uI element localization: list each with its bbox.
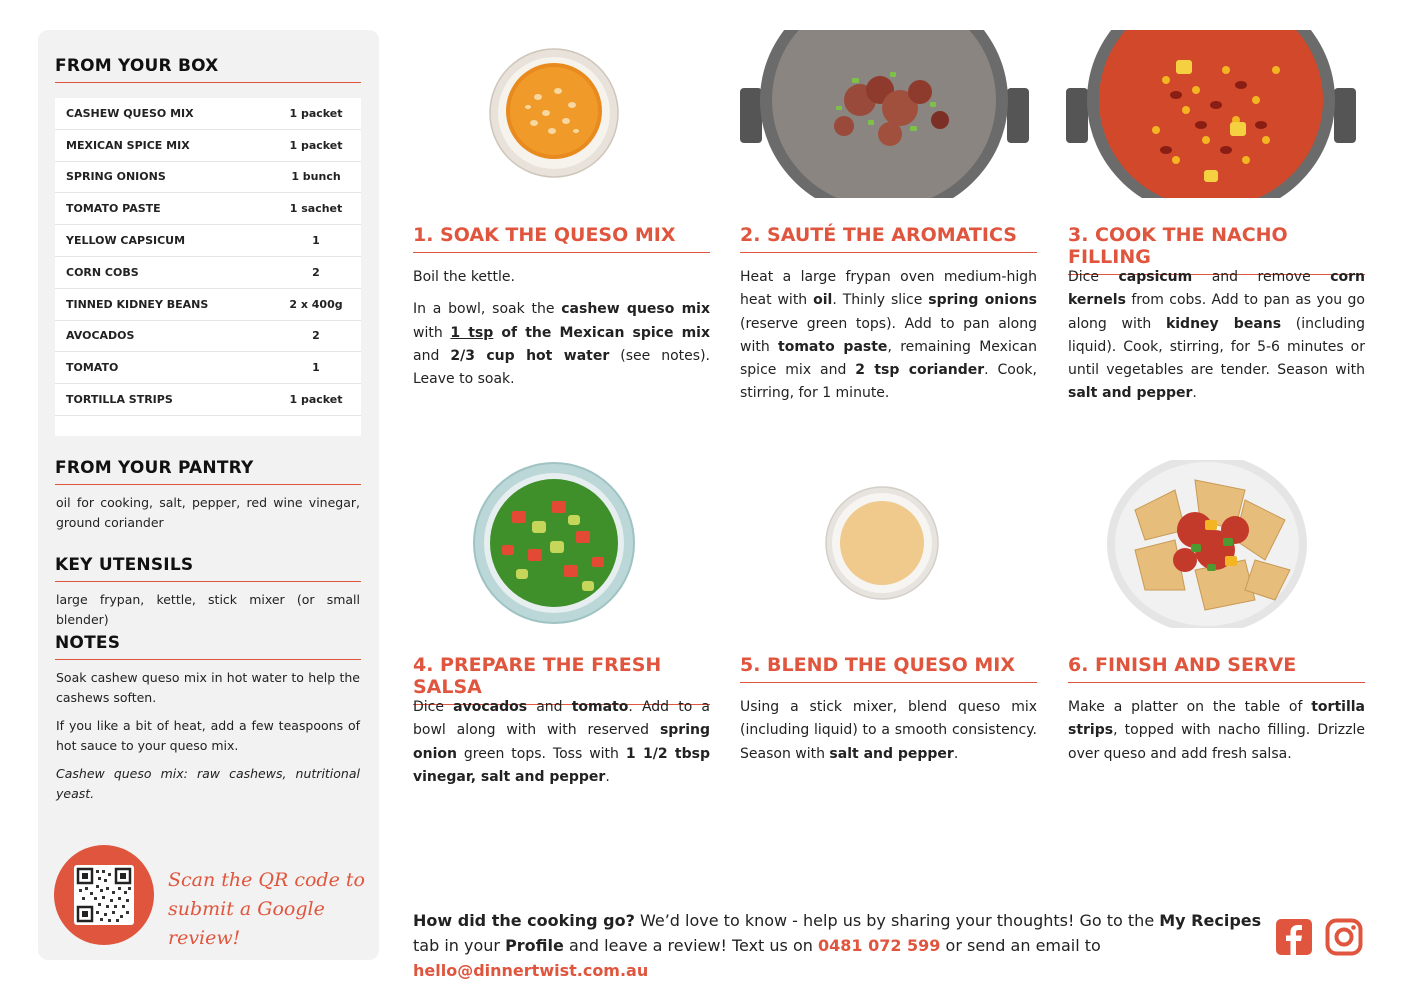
qr-code-icon <box>74 865 134 925</box>
table-row: TOMATO PASTE 1 sachet <box>55 193 361 225</box>
step-6-title: 6. FINISH AND SERVE <box>1068 654 1365 683</box>
note-1: Soak cashew queso mix in hot water to help the cashews soften. <box>56 670 360 705</box>
qr-code-badge[interactable] <box>54 845 154 945</box>
from-your-pantry-title: FROM YOUR PANTRY <box>55 458 361 485</box>
phone-link[interactable]: 0481 072 599 <box>817 936 941 955</box>
table-row: TOMATO 1 <box>55 352 361 384</box>
step-1-title: 1. SOAK THE QUESO MIX <box>413 224 710 253</box>
step-2-body: Heat a large frypan oven medium-high heat with oil. Thinly slice spring onions (reserve green tops). Add to pan along with tomato paste, remaining Mexican spice mix and 2 tsp coriander. Cook, stirring, for 1 minute. <box>740 269 1037 402</box>
table-row: TINNED KIDNEY BEANS 2 x 400g <box>55 289 361 321</box>
step-1-body: Boil the kettle. In a bowl, soak the cashew queso mix with 1 tsp of the Mexican spice mix and 2/3 cup hot water (see notes). Leave to soak. <box>413 269 710 388</box>
table-row: AVOCADOS 2 <box>55 321 361 353</box>
table-row: CORN COBS 2 <box>55 257 361 289</box>
pantry-text: oil for cooking, salt, pepper, red wine vinegar, ground coriander <box>56 495 360 530</box>
step-2-title: 2. SAUTÉ THE AROMATICS <box>740 224 1037 253</box>
from-your-box-title: FROM YOUR BOX <box>55 56 361 83</box>
step-4-body: Dice avocados and tomato. Add to a bowl along with with reserved spring onion green tops. Toss with 1 1/2 tbsp vinegar, salt and pepper. <box>413 699 711 785</box>
step-3-photo <box>1066 30 1356 198</box>
notes-title: NOTES <box>55 633 361 660</box>
table-row: MEXICAN SPICE MIX 1 packet <box>55 130 361 162</box>
notes-text <box>56 668 360 812</box>
table-row: TORTILLA STRIPS 1 packet <box>55 384 361 416</box>
instagram-icon[interactable] <box>1325 918 1363 956</box>
table-row: SPRING ONIONS 1 bunch <box>55 162 361 194</box>
step-3-body: Dice capsicum and remove corn kernels from cobs. Add to pan as you go along with kidney beans (including liquid). Cook, stirring, for 5-6 minutes or until vegetables are tender. Season with salt and pepper. <box>1068 269 1365 402</box>
table-row: YELLOW CAPSICUM 1 <box>55 225 361 257</box>
table-row: CASHEW QUESO MIX 1 packet <box>55 98 361 130</box>
step-1-photo <box>488 47 620 179</box>
facebook-icon[interactable] <box>1275 918 1313 956</box>
step-3-title: 3. COOK THE NACHO FILLING <box>1068 224 1365 275</box>
step-6-photo <box>1105 460 1309 628</box>
step-2-photo <box>740 30 1029 198</box>
step-5-title: 5. BLEND THE QUESO MIX <box>740 654 1037 683</box>
step-6-body: Make a platter on the table of tortilla strips, topped with nacho filling. Drizzle over queso and add fresh salsa. <box>1068 699 1365 762</box>
step-4-photo <box>472 461 636 625</box>
sidebar <box>38 30 379 960</box>
feedback-footer: How did the cooking go? We’d love to know - help us by sharing your thoughts! Go to the My Recipes tab in your Profile and leave a review! Text us on 0481 072 599 or send an email to hello@dinnertwist.com.au <box>413 911 1262 980</box>
step-5-photo <box>824 485 940 601</box>
step-5-body: Using a stick mixer, blend queso mix (including liquid) to a smooth consistency. Season with salt and pepper. <box>740 699 1037 762</box>
utensils-text: large frypan, kettle, stick mixer (or small blender) <box>56 592 360 627</box>
note-3: Cashew queso mix: raw cashews, nutritional yeast. <box>56 766 360 801</box>
step-4-title: 4. PREPARE THE FRESH SALSA <box>413 654 710 705</box>
email-link[interactable]: hello@dinnertwist.com.au <box>413 961 649 980</box>
ingredients-table <box>55 98 361 436</box>
note-2: If you like a bit of heat, add a few teaspoons of hot sauce to your queso mix. <box>56 718 360 753</box>
key-utensils-title: KEY UTENSILS <box>55 555 361 582</box>
qr-review-text: Scan the QR code to submit a Google review! <box>168 869 365 949</box>
